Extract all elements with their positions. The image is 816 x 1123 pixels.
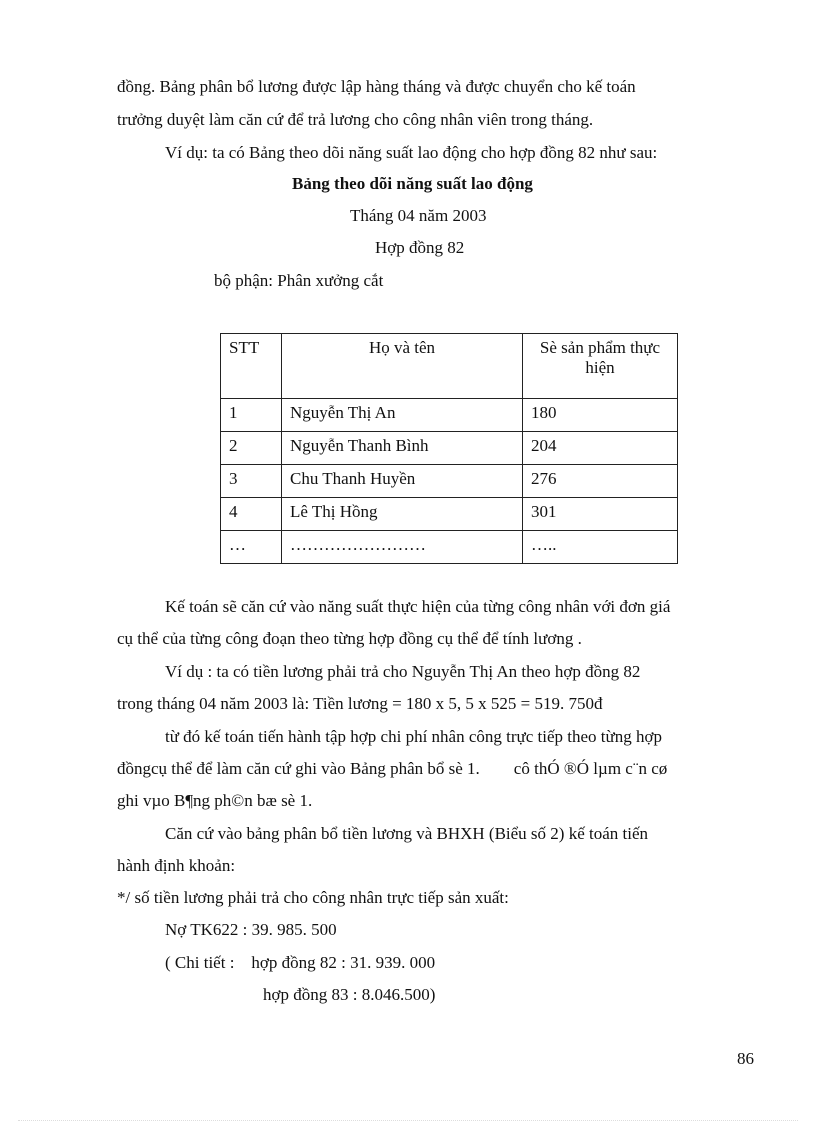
cell-stt: 4 [221, 498, 282, 531]
productivity-table [220, 333, 678, 564]
cell-stt: 2 [221, 432, 282, 465]
cell-name: Chu Thanh Huyền [282, 465, 523, 498]
table-row [221, 399, 678, 432]
cell-quantity: 276 [523, 465, 678, 498]
page-number: 86 [737, 1049, 754, 1068]
entry-line-3: hợp đồng 83 : 8.046.500) [263, 985, 436, 1004]
para1-line-2: cụ thể của từng công đoạn theo từng hợp đồng cụ thể để tính lương . [117, 629, 582, 648]
para2-line-2: trong tháng 04 năm 2003 là: Tiền lương = 180 x 5, 5 x 525 = 519. 750đ [117, 694, 603, 713]
entry-line-2: ( Chi tiết : hợp đồng 82 : 31. 939. 000 [165, 953, 436, 972]
header-stt: STT [221, 334, 282, 399]
footer-divider [18, 1120, 798, 1121]
para4-line-2: hành định khoản: [117, 856, 236, 875]
cell-quantity: 180 [523, 399, 678, 432]
para4-line-1: Căn cứ vào bảng phân bổ tiền lương và BHXH (Biểu số 2) kế toán tiến [165, 824, 649, 843]
cell-quantity: 204 [523, 432, 678, 465]
entry-line-1: Nợ TK622 : 39. 985. 500 [165, 920, 337, 939]
table-header-row [221, 334, 678, 399]
header-name: Họ và tên [282, 334, 523, 399]
cell-quantity: ….. [523, 531, 678, 564]
cell-stt: 3 [221, 465, 282, 498]
table-row [221, 531, 678, 564]
intro-line-1: đồng. Bảng phân bổ lương được lập hàng tháng và được chuyển cho kế toán [117, 77, 636, 96]
cell-quantity: 301 [523, 498, 678, 531]
header-quantity: Sè sản phẩm thực hiện [523, 334, 678, 399]
para5: */ số tiền lương phải trả cho công nhân trực tiếp sản xuất: [117, 888, 509, 907]
table-row [221, 432, 678, 465]
cell-name: Nguyễn Thanh Bình [282, 432, 523, 465]
cell-name: Nguyễn Thị An [282, 399, 523, 432]
para1-line-1: Kế toán sẽ căn cứ vào năng suất thực hiện của từng công nhân với đơn giá [165, 597, 671, 616]
para3-line-2: đồngcụ thể để làm căn cứ ghi vào Bảng phân bổ sè 1. cô thÓ ®Ó lµm c¨n cø [117, 759, 668, 778]
cell-name: …………………… [282, 531, 523, 564]
intro-line-3: Ví dụ: ta có Bảng theo dõi năng suất lao động cho hợp đồng 82 như sau: [165, 143, 658, 162]
para2-line-1: Ví dụ : ta có tiền lương phải trả cho Nguyễn Thị An theo hợp đồng 82 [165, 662, 641, 681]
para3-line-1: từ đó kế toán tiến hành tập hợp chi phí nhân công trực tiếp theo từng hợp [165, 727, 662, 746]
table-row [221, 465, 678, 498]
cell-stt: … [221, 531, 282, 564]
table-month: Tháng 04 năm 2003 [350, 206, 487, 225]
table-department: bộ phận: Phân xưởng cắt [214, 271, 384, 290]
table-row [221, 498, 678, 531]
table-contract: Hợp đồng 82 [375, 238, 465, 257]
cell-stt: 1 [221, 399, 282, 432]
cell-name: Lê Thị Hồng [282, 498, 523, 531]
table-title: Bảng theo dõi năng suất lao động [292, 174, 533, 193]
para3-line-3: ghi vµo B¶ng ph©n bæ sè 1. [117, 791, 313, 810]
intro-line-2: trưởng duyệt làm căn cứ để trả lương cho công nhân viên trong tháng. [117, 110, 594, 129]
